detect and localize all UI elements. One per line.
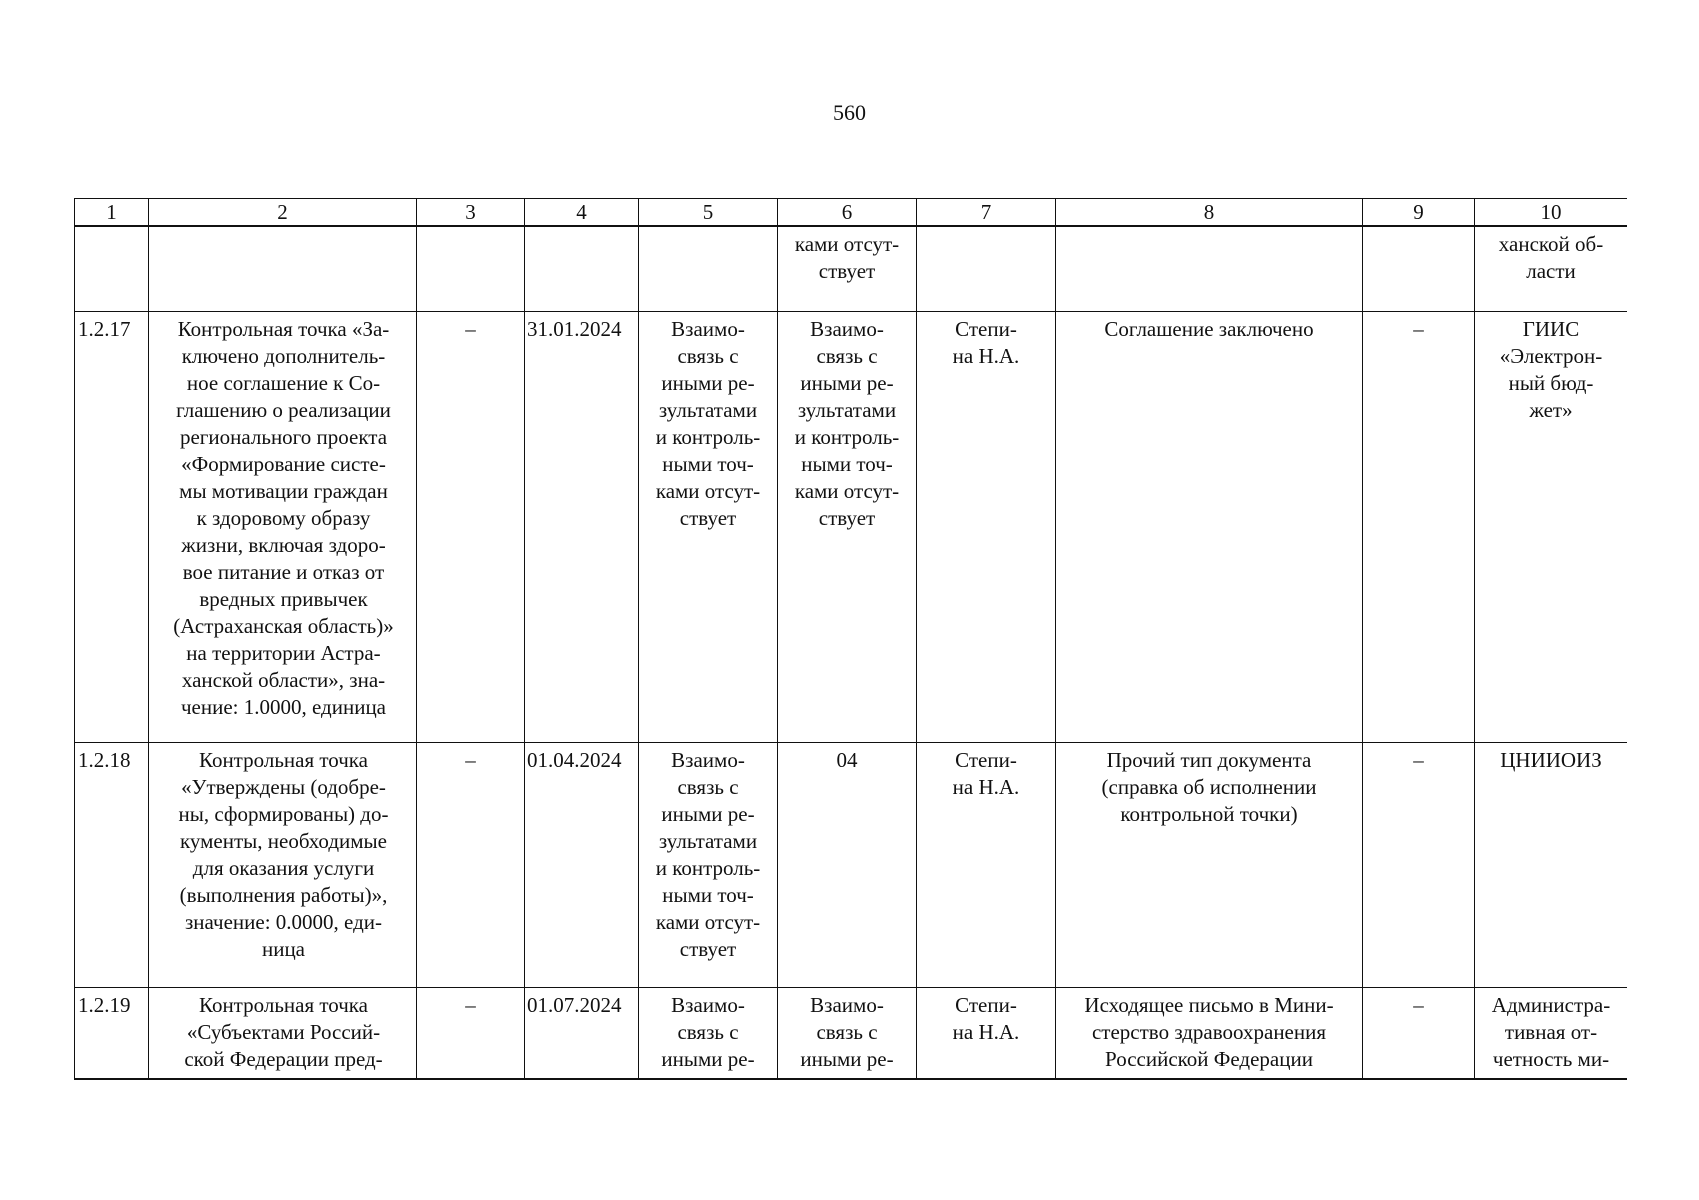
column-5-cell (639, 226, 778, 312)
column-header: 6 (778, 199, 917, 227)
column-header: 3 (417, 199, 525, 227)
table-row (75, 743, 1628, 988)
row-number-cell: 1.2.17 (75, 312, 149, 743)
column-5-cell: Взаимо- связь с иными ре- зультатами и контроль- ными точ- ками отсут- ствует (639, 743, 778, 988)
responsible-cell: Степи- на Н.А. (917, 312, 1056, 743)
table-header-row (75, 199, 1628, 227)
responsible-cell (917, 226, 1056, 312)
column-header: 9 (1363, 199, 1475, 227)
document-sheet (74, 198, 1627, 1080)
document-type-cell: Прочий тип документа (справка об исполнении контрольной точки) (1056, 743, 1363, 988)
table-row (75, 312, 1628, 743)
row-number-cell (75, 226, 149, 312)
row-number-cell: 1.2.19 (75, 988, 149, 1081)
date-cell: 31.01.2024 (525, 312, 639, 743)
column-9-cell (1363, 226, 1475, 312)
date-cell (525, 226, 639, 312)
column-6-cell: Взаимо- связь с иными ре- (778, 988, 917, 1081)
column-header: 8 (1056, 199, 1363, 227)
information-system-cell: ГИИС «Электрон- ный бюд- жет» (1475, 312, 1628, 743)
column-header: 1 (75, 199, 149, 227)
column-header: 5 (639, 199, 778, 227)
control-point-name-cell: Контрольная точка «Субъектами Россий- ской Федерации пред- (149, 988, 417, 1081)
column-header: 7 (917, 199, 1056, 227)
information-system-cell: ЦНИИОИЗ (1475, 743, 1628, 988)
date-cell: 01.07.2024 (525, 988, 639, 1081)
document-type-cell (1056, 226, 1363, 312)
date-cell: 01.04.2024 (525, 743, 639, 988)
column-3-cell (417, 226, 525, 312)
column-9-cell: – (1363, 743, 1475, 988)
document-type-cell: Соглашение заключено (1056, 312, 1363, 743)
column-5-cell: Взаимо- связь с иными ре- зультатами и контроль- ными точ- ками отсут- ствует (639, 312, 778, 743)
column-6-cell: ками отсут- ствует (778, 226, 917, 312)
row-number-cell: 1.2.18 (75, 743, 149, 988)
responsible-cell: Степи- на Н.А. (917, 988, 1056, 1081)
control-point-name-cell (149, 226, 417, 312)
control-point-name-cell: Контрольная точка «За- ключено дополнитель- ное соглашение к Со- глашению о реализации регионального проекта «Формирование систе- мы мотивации граждан к здоровому образу жизни, включая здоро- вое питание и отказ от вредных привычек (Астраханская область)» на территории Астра- ханской области», зна- чение: 1.0000, единица (149, 312, 417, 743)
column-3-cell: – (417, 988, 525, 1081)
column-header: 10 (1475, 199, 1628, 227)
control-point-name-cell: Контрольная точка «Утверждены (одобре- ны, сформированы) до- кументы, необходимые для оказания услуги (выполнения работы)», значение: 0.0000, еди- ница (149, 743, 417, 988)
information-system-cell: ханской об- ласти (1475, 226, 1628, 312)
column-3-cell: – (417, 743, 525, 988)
column-6-cell: Взаимо- связь с иными ре- зультатами и контроль- ными точ- ками отсут- ствует (778, 312, 917, 743)
responsible-cell: Степи- на Н.А. (917, 743, 1056, 988)
document-type-cell: Исходящее письмо в Мини- стерство здравоохранения Российской Федерации (1056, 988, 1363, 1081)
column-6-cell: 04 (778, 743, 917, 988)
column-3-cell: – (417, 312, 525, 743)
table-row (75, 226, 1628, 312)
control-points-table (74, 198, 1627, 1080)
column-header: 2 (149, 199, 417, 227)
column-9-cell: – (1363, 988, 1475, 1081)
page-number: 560 (833, 100, 866, 125)
column-header: 4 (525, 199, 639, 227)
column-5-cell: Взаимо- связь с иными ре- (639, 988, 778, 1081)
column-9-cell: – (1363, 312, 1475, 743)
table-row (75, 988, 1628, 1081)
information-system-cell: Администра- тивная от- четность ми- (1475, 988, 1628, 1081)
